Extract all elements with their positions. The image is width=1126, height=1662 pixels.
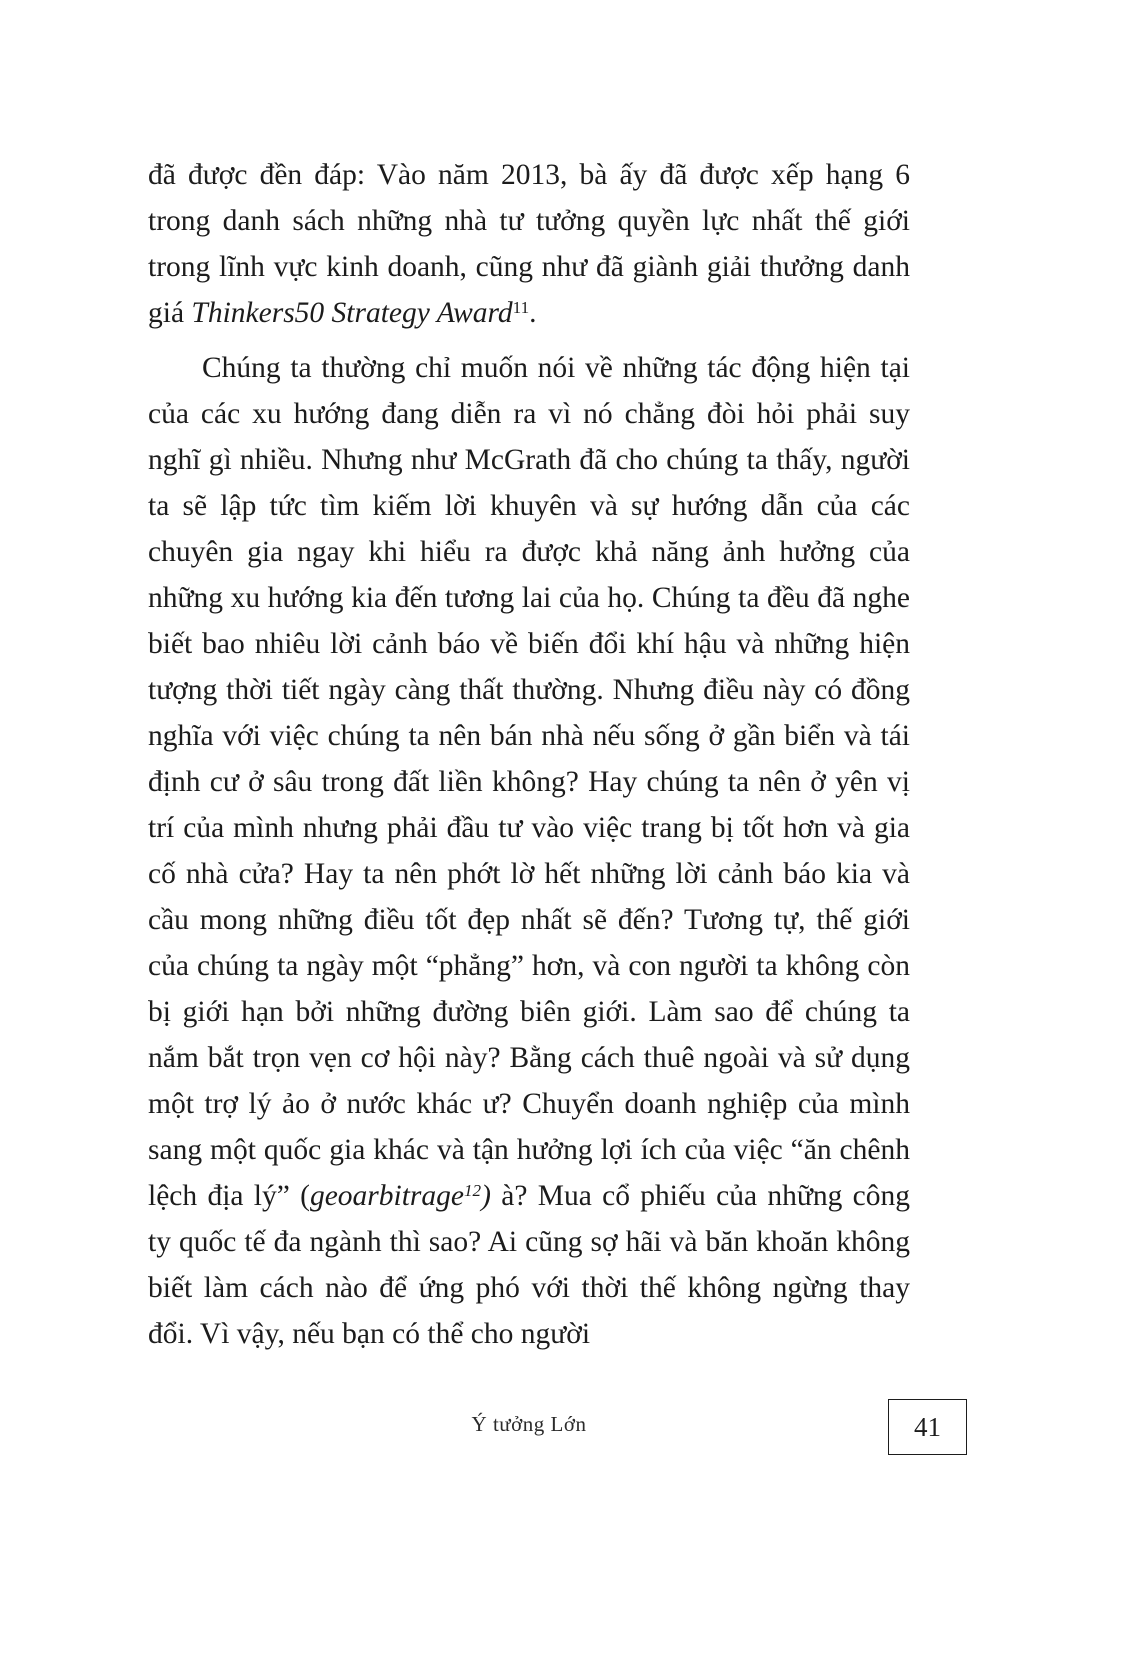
text-run: Chúng ta thường chỉ muốn nói về những tác động hiện tại của các xu hướng đang diễn ra vì nó chẳng đòi hỏi phải suy nghĩ gì nhiều. Nhưng như McGrath đã cho chúng ta thấy, người ta sẽ lập tức tìm kiếm lời khuyên và sự hướng dẫn của các chuyên gia ngay khi hiểu ra được khả năng ảnh hưởng của những xu hướng kia đến tương lai của họ. Chúng ta đều đã nghe biết bao nhiêu lời cảnh báo về biến đổi khí hậu và những hiện tượng thời tiết ngày càng thất thường. Nhưng điều này có đồng nghĩa với việc chúng ta nên bán nhà nếu sống ở gần biển và tái định cư ở sâu trong đất liền không? Hay chúng ta nên ở yên vị trí của mình nhưng phải đầu tư vào việc trang bị tốt hơn và gia cố nhà cửa? Hay ta nên phớt lờ hết những lời cảnh báo kia và cầu mong những điều tốt đẹp nhất sẽ đến? Tương tự, thế giới của chúng ta ngày một “phẳng” hơn, và con người ta không còn bị giới hạn bởi những đường biên giới. Làm sao để chúng ta nắm bắt trọn vẹn cơ hội này? Bằng cách thuê ngoài và sử dụng một trợ lý ảo ở nước khác ư? Chuyển doanh nghiệp của mình sang một quốc gia khác và tận hưởng lợi ích của việc “ăn chênh lệch địa lý” ( <box>148 352 910 1212</box>
text-run: geoarbitrage <box>309 1180 464 1212</box>
text-run: . <box>529 297 537 329</box>
text-run: 11 <box>512 298 530 318</box>
page-number: 41 <box>914 1411 941 1442</box>
text-run: Thinkers50 Strategy Award <box>191 297 513 329</box>
text-run: đã được đền đáp: Vào năm 2013, bà ấy đã được xếp hạng 6 trong danh sách những nhà tư tưởng quyền lực nhất thế giới trong lĩnh vực kinh doanh, cũng như đã giành giải thưởng danh giá <box>148 159 910 329</box>
paragraph <box>148 345 910 1357</box>
page-number-box <box>888 1399 967 1455</box>
text-run: 12 <box>464 1181 482 1201</box>
footer-running-title: Ý tưởng Lớn <box>471 1412 587 1436</box>
paragraph <box>148 152 910 336</box>
body-text <box>148 152 910 1366</box>
text-run: à? Mua cổ phiếu của những công ty quốc tế đa ngành thì sao? Ai cũng sợ hãi và băn khoăn không biết làm cách nào để ứng phó với thời thế không ngừng thay đổi. Vì vậy, nếu bạn có thể cho người <box>148 1180 910 1350</box>
text-run: ) <box>481 1180 491 1212</box>
